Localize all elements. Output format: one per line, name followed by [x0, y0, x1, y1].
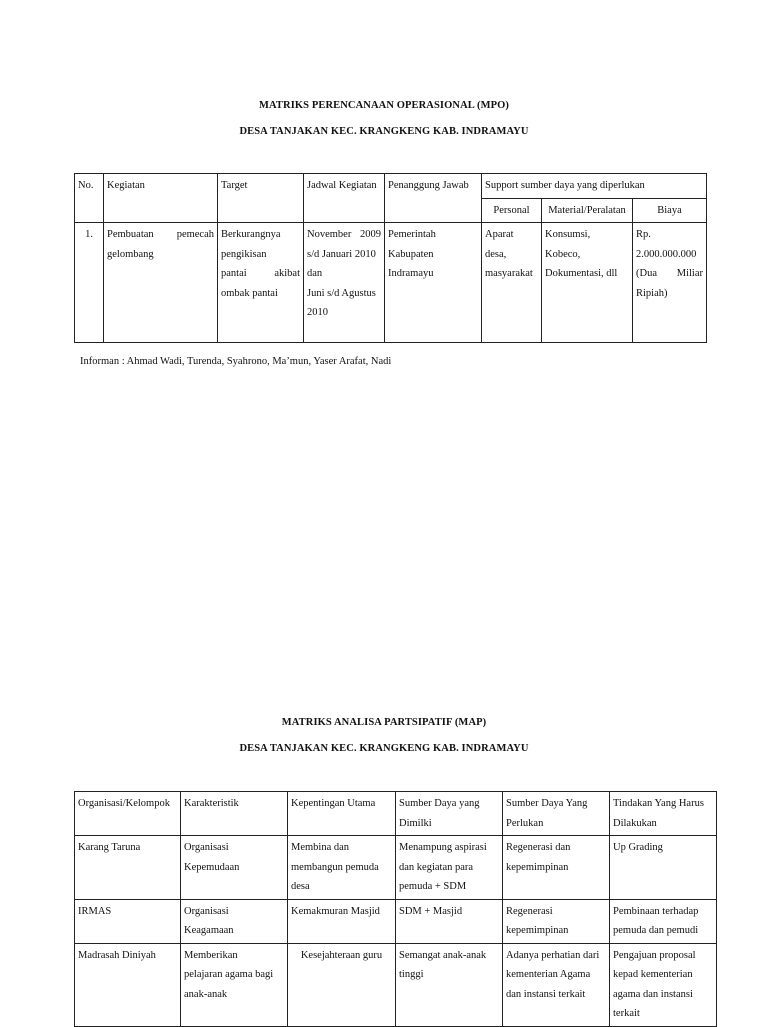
text-line: kepemimpinan	[506, 861, 569, 873]
text-line: pengikisan	[221, 248, 267, 260]
text-line: pemuda dan pemudi	[613, 925, 699, 936]
text-line: Kepemudaan	[184, 861, 240, 873]
map-cell-sumber-daya-dimiliki	[396, 836, 503, 900]
map-header-organisasi	[75, 792, 181, 836]
text-line: Pengajuan proposal	[613, 949, 696, 961]
text-line: Kabupaten	[388, 248, 434, 260]
text-line: Berkurangnya	[221, 229, 281, 240]
map-cell-sumber-daya-perlukan	[503, 943, 610, 1026]
text-line: pemecah	[176, 229, 214, 240]
mpo-cell-jadwal	[304, 223, 385, 343]
text-line: agama dan instansi	[613, 988, 693, 1000]
mpo-header-penanggung: Penanggung Jawab	[385, 174, 482, 223]
mpo-cell-no: 1.	[75, 223, 104, 343]
map-cell-tindakan	[610, 943, 717, 1026]
text-line: Regenerasi dan	[506, 842, 571, 853]
text-line: pantai	[221, 268, 247, 279]
text-line: terkait	[613, 1008, 640, 1019]
map-cell-tindakan	[610, 836, 717, 900]
text-line: Sumber Daya yang	[399, 798, 480, 809]
text-line: desa,	[485, 248, 507, 260]
map-cell-sumber-daya-dimiliki	[396, 943, 503, 1026]
map-cell-kepentingan	[288, 943, 396, 1026]
text-line: 2009	[360, 229, 381, 240]
map-cell-sumber-daya-dimiliki	[396, 899, 503, 943]
text-line: membangun pemuda	[291, 861, 379, 873]
mpo-header-kegiatan: Kegiatan	[104, 174, 218, 223]
map-header-sumber-daya-dimiliki	[396, 792, 503, 836]
map-cell-sumber-daya-perlukan	[503, 899, 610, 943]
text-line: Rp.	[636, 229, 651, 240]
text-line: akibat	[274, 268, 300, 279]
text-line: Membina dan	[291, 842, 350, 853]
mpo-header-jadwal: Jadwal Kegiatan	[304, 174, 385, 223]
text-line: Pembuatan	[107, 229, 154, 240]
mpo-header-target: Target	[218, 174, 304, 223]
informan-note: Informan : Ahmad Wadi, Turenda, Syahrono, Ma’mun, Yaser Arafat, Nadi	[80, 356, 392, 367]
mpo-cell-kegiatan	[104, 223, 218, 343]
mpo-subtitle: DESA TANJAKAN KEC. KRANGKENG KAB. INDRAMAYU	[239, 126, 529, 137]
text-line: 2010	[307, 307, 328, 318]
text-line: Regenerasi	[506, 905, 553, 917]
map-header-karakteristik	[181, 792, 288, 836]
map-header-row	[75, 792, 717, 836]
mpo-cell-penanggung	[385, 223, 482, 343]
text-line: Miliar	[676, 268, 704, 279]
text-line: dan kegiatan para	[399, 861, 474, 873]
map-row	[75, 943, 717, 1026]
map-header-kepentingan	[288, 792, 396, 836]
text-line: dan instansi terkait	[506, 988, 586, 1000]
text-line: Madrasah Diniyah	[78, 949, 156, 961]
text-line: Juni s/d Agustus	[307, 287, 376, 299]
text-line: IRMAS	[78, 905, 112, 917]
mpo-header-personal: Personal	[482, 198, 542, 223]
text-line: Menampung aspirasi	[399, 842, 487, 853]
mpo-header-support: Support sumber daya yang diperlukan	[482, 174, 707, 199]
map-cell-karakteristik	[181, 836, 288, 900]
map-cell-karakteristik	[181, 899, 288, 943]
mpo-cell-target	[218, 223, 304, 343]
text-line: masyarakat	[485, 268, 533, 279]
text-line: Kesejahteraan guru	[300, 949, 383, 961]
text-line: Perlukan	[506, 817, 544, 829]
text-line: kepad kementerian	[613, 969, 693, 980]
map-cell-sumber-daya-perlukan	[503, 836, 610, 900]
text-line: Karang Taruna	[78, 842, 141, 853]
text-line: ombak pantai	[221, 287, 278, 299]
text-line: pemuda + SDM	[399, 881, 467, 892]
mpo-cell-material	[542, 223, 633, 343]
text-line: Organisasi	[184, 842, 229, 853]
text-line: s/d Januari 2010	[307, 248, 376, 260]
map-cell-kepentingan	[288, 836, 396, 900]
text-line: Keagamaan	[184, 925, 234, 936]
mpo-row	[75, 223, 707, 343]
text-line: kepemimpinan	[506, 925, 569, 936]
text-line: Konsumsi,	[545, 229, 591, 240]
text-line: Pembinaan terhadap	[613, 905, 699, 917]
map-header-sumber-daya-perlukan	[503, 792, 610, 836]
text-line: Kobeco,	[545, 248, 581, 260]
map-cell-karakteristik	[181, 943, 288, 1026]
text-line: Pemerintah	[388, 229, 436, 240]
text-line: desa	[291, 881, 310, 892]
map-table	[74, 791, 717, 1027]
text-line: Dilakukan	[613, 817, 657, 829]
text-line: Karakteristik	[184, 798, 239, 809]
text-line: Memberikan	[184, 949, 238, 961]
text-line: Kepentingan Utama	[291, 798, 376, 809]
text-line: Organisasi	[184, 905, 229, 917]
text-line: kementerian Agama	[506, 969, 591, 980]
text-line: gelombang	[107, 248, 154, 260]
text-line: Dimilki	[399, 817, 432, 829]
mpo-header-no: No.	[75, 174, 104, 223]
map-cell-organisasi	[75, 943, 181, 1026]
text-line: Indramayu	[388, 268, 434, 279]
map-subtitle: DESA TANJAKAN KEC. KRANGKENG KAB. INDRAMAYU	[239, 743, 529, 754]
text-line: Kemakmuran Masjid	[291, 905, 380, 917]
text-line: Dokumentasi, dll	[545, 268, 618, 279]
text-line: Semangat anak-anak	[399, 949, 487, 961]
text-line: (Dua	[636, 268, 657, 279]
map-header-tindakan	[610, 792, 717, 836]
mpo-title: MATRIKS PERENCANAAN OPERASIONAL (MPO)	[259, 100, 509, 111]
text-line: pelajaran agama bagi	[184, 969, 274, 980]
text-line: November	[307, 229, 352, 240]
text-line: Up Grading	[613, 842, 663, 853]
mpo-cell-biaya	[633, 223, 707, 343]
text-line: Tindakan Yang Harus	[613, 798, 704, 809]
map-cell-organisasi	[75, 899, 181, 943]
map-cell-organisasi	[75, 836, 181, 900]
map-cell-tindakan	[610, 899, 717, 943]
mpo-table	[74, 173, 707, 343]
map-title: MATRIKS ANALISA PARTSIPATIF (MAP)	[281, 717, 487, 728]
text-line: Ripiah)	[636, 287, 668, 299]
map-cell-kepentingan	[288, 899, 396, 943]
text-line: SDM + Masjid	[399, 905, 463, 917]
text-line: anak-anak	[184, 988, 228, 1000]
text-line: tinggi	[399, 969, 424, 980]
text-line: dan	[307, 268, 323, 279]
map-row	[75, 836, 717, 900]
map-row	[75, 899, 717, 943]
text-line: Sumber Daya Yang	[506, 798, 588, 809]
text-line: Adanya perhatian dari	[506, 949, 600, 961]
mpo-cell-personal	[482, 223, 542, 343]
text-line: Organisasi/Kelompok	[78, 798, 170, 809]
mpo-header-material: Material/Peralatan	[542, 198, 633, 223]
text-line: Aparat	[485, 229, 514, 240]
text-line: 2.000.000.000	[636, 248, 697, 260]
mpo-header-biaya: Biaya	[633, 198, 707, 223]
